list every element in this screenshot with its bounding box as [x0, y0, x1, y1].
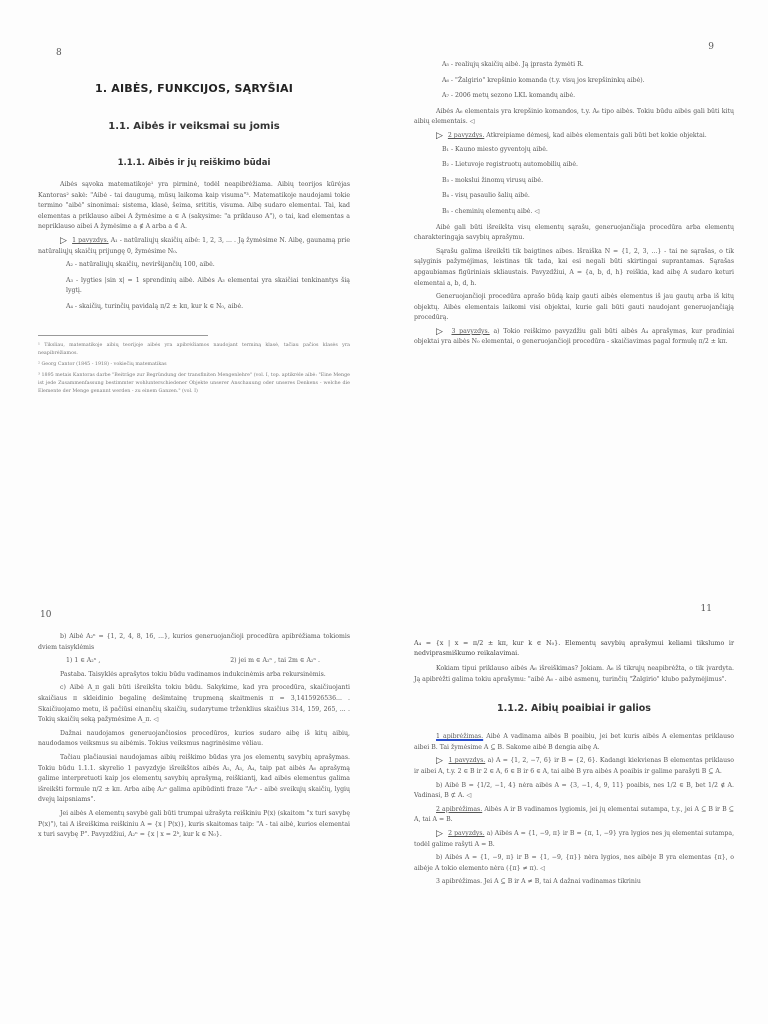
page-9	[384, 0, 768, 512]
paragraph: Sąrašu galima išreikšti tik baigtines aibes. Išraiška N = {1, 2, 3, ...} - tai ne sąrašas, o tik sąlyginis pažymėjimas, leistinas tik tada, kai esi negali būti skirtingai suprantamas. Sąrašas apgaubiamas figūriniais skliaustais. Pavyzdžiui, A = {a, b, d, h} reiškia, kad aibę A sudaro keturi elementai a, b, d, h.	[414, 247, 734, 287]
paragraph: Aibė gali būti išreikšta visų elementų sąrašu, generuojančiąja procedūra arba elementų charakteringąja savybių aprašymu.	[414, 223, 734, 242]
paragraph: A₄ = {x | x = π/2 ± kπ, kur k ∈ N₀}. Elementų savybių aprašymui keliami tikslumo ir nedviprasmiškumo reikalavimai.	[414, 639, 734, 657]
section-title: 1.1. Aibės ir veiksmai su jomis	[108, 121, 280, 132]
paragraph: c) Aibė A_π gali būti išreikšta tokiu būdu. Sakykime, kad yra procedūra, skaičiuojanti skaičiaus π skleidinio begalinę dešimtainę trupmeną skaitmenis π = 3,1415926536... . Skaičiuojamo metu, iš pačiūsi einančių skaičių, sudarytume trženklius skaičius 314, 159, 265, ... . Tokių skaičių seką pažymėsime A_π. ◁	[38, 684, 350, 724]
triangle-right-icon: ▷	[436, 130, 443, 141]
footnote-divider	[38, 335, 208, 336]
page-number: 9	[708, 42, 714, 52]
example-label: 3 pavyzdys.	[451, 327, 490, 335]
paragraph: Kokiam tipui priklauso aibės A₆ išreiškimas? Jokiam. A₆ iš tikrųjų neapibrėžta, o tik įvardyta. Ją apibrėžti galima tokiu aprašymu: "aibė A₆ - aibė asmenų, turinčių "Žalgirio" klubo pažymėjimus".	[414, 665, 734, 683]
list-item: A₄ - skaičių, turinčių pavidalą π/2 ± kπ, kur k ∈ N₀, aibė.	[66, 302, 244, 310]
list-item: A₆ - "Žalgirio" krepšinio komanda (t.y. visų jos krepšininkų aibė).	[442, 76, 645, 84]
definition-label: 1 apibrėžimas.	[436, 733, 484, 741]
example-text: A₁ - natūraliųjų skaičių aibė: 1, 2, 3, ... . Ją žymėsime N. Aibę, gaunamą prie natūraliųjų skaičių prijungę 0, žymėsime N₀.	[38, 236, 351, 255]
paragraph: b) Aibė A₂ⁿ = {1, 2, 4, 8, 16, ...}, kurios generuojančioji procedūra apibrėžiama tokiomis dviem taisyklėmis	[38, 633, 350, 651]
paragraph: Aibės A₆ elementais yra krepšinio komandos, t.y. A₆ tipo aibės. Tokiu būdu aibės gali būti kitų aibių elementais. ◁	[414, 107, 734, 126]
page-number: 8	[56, 48, 62, 58]
list-item: B₄ - visų pasaulio šalių aibė.	[442, 192, 530, 200]
example-text: a) Tokio reiškimo pavyzdžiu gali būti aibės A₄ aprašymas, kur pradiniai objektai yra aibės N₀ elementai, o generuojančioji procedūra - skaičiavimas pagal formulę π/2 ± kπ.	[414, 327, 735, 346]
footnote: ¹ Tiksliau, matematikoje aibių teorijoje aibės yra apibrėžiamos naudojant terminą klasė, tačiau pačios klasės yra neapibrėžiamos.	[38, 342, 350, 356]
page-10	[0, 512, 384, 1024]
example	[414, 756, 734, 777]
example	[414, 327, 734, 348]
definition: 3 apibrėžimas. Jei A ⊆ B ir A ≠ B, tai A dažnai vadinamas tikriniu	[436, 878, 641, 886]
example-label: 2 pavyzdys.	[447, 131, 485, 139]
subsection-title: 1.1.2. Aibių poaibiai ir galios	[497, 703, 651, 715]
definition	[414, 732, 734, 753]
page-8	[0, 0, 384, 512]
example-label: 2 pavyzdys.	[448, 829, 485, 837]
triangle-right-icon: ▷	[436, 756, 444, 767]
list-item: B₅ - cheminių elementų aibė. ◁	[442, 207, 540, 215]
page-11	[384, 512, 768, 1024]
paragraph: Jei aibės A elementų savybė gali būti trumpai užrašyta reiškiniu P(x) (skaitom "x turi savybę P(x)"), tai A išreiškima reiškiniu A = {x | P(x)}, kuris skaitomas taip: "A - tai aibė, kurios elementai x turi savybę P". Pavyzdžiui, A₂ⁿ = {x | x = 2ᵏ, kur k ∈ N₀}.	[38, 809, 350, 839]
paragraph: b) Aibė B = {1/2, −1, 4} nėra aibės A = {3, −1, 4, 9, 11} poaibis, nes 1/2 ∈ B, bet 1/2 ∉ A. Vadinasi, B ⊄ A. ◁	[414, 781, 734, 800]
example	[414, 829, 734, 850]
example-text: a) A = {1, 2, −7, 6} ir B = {2, 6}. Kadangi kiekvienas B elementas priklauso ir aibei A, t.y. 2 ∈ B ir 2 ∈ A, 6 ∈ B ir 6 ∈ A, tai aibė B yra aibės A poaibis ir galime parašyti B ⊆ A.	[414, 757, 734, 775]
list-item: A₅ - realiųjų skaičių aibė. Ją įprasta žymėti R.	[442, 61, 584, 68]
paragraph: Dažnai naudojamos generuojančiosios procedūros, kurios sudaro aibę iš kitų aibių, naudodamos veiksmus su aibėmis. Tokius veiksmus nagrinėsime vėliau.	[38, 729, 350, 748]
footnote: ³ 1895 metais Kantoras darbe "Beiträge zur Begründung der transfiniten Mengenlehre" (vol. I, top. aptikrėle aibė: "Eine Menge ist jede Zusammenfassung bestimmter wohlunterschiedener Objekte unserer Anschauung oder unseres Denkens - welche die Elemente der Menge genannt werden - zu einem Ganzen." (vol. I)	[38, 372, 350, 394]
list-item: B₂ - Lietuvoje registruotų automobilių aibė.	[442, 161, 578, 169]
definition-label: 2 apibrėžimas.	[436, 805, 483, 813]
footnote: ² Georg Cantor (1845 - 1918) - vokiečių matematikas	[38, 361, 167, 367]
example-text: a) Aibės A = {1, −9, π} ir B = {π, 1, −9} yra lygios nes jų elementai sutampa, todėl galime rašyti A = B.	[414, 829, 735, 848]
rules-row	[38, 656, 350, 667]
paragraph: Generuojančioji procedūra aprašo būdą kaip gauti aibės elementus iš jau gautų arba iš kitų objektų. Aibės elementais laikomi visi objektai, kurie gali būti gauti naudojant generuojančiąją procedūrą.	[414, 293, 734, 322]
chapter-title: 1. AIBĖS, FUNKCIJOS, SĄRYŠIAI	[94, 82, 293, 95]
list-item: B₁ - Kauno miesto gyventojų aibė.	[442, 145, 548, 153]
example-label: 1 pavyzdys.	[448, 757, 486, 765]
triangle-right-icon: ▷	[60, 235, 68, 246]
subsection-title: 1.1.1. Aibės ir jų reiškimo būdai	[117, 158, 271, 168]
paragraph: Aibės sąvoka matematikoje¹ yra pirminė, todėl neapibrėžiama. Aibių teorijos kūrėjas Kantoras² sakė: "Aibė - tai daugumą, mūsų laikoma kaip visuma"³. Matematikoje naudojami tokie termino "aibė" sinonimai: sistema, klasė, šeima, srititis, visuma. Aibę sudaro elementai. Tai, kad elementas a priklauso aibei A žymėsime a ∈ A (sakysime: "a priklauso A"), o tai, kad elementas a nepriklauso aibei A žymėsime a ∉ A arba a ∈̄ A.	[38, 181, 350, 231]
triangle-right-icon: ▷	[436, 326, 445, 337]
list-item: A₃ - lygties |sin x| = 1 sprendinių aibė. Aibės A₃ elementai yra skaičiai tenkinantys šią lygtį.	[66, 276, 350, 295]
paragraph: Pastaba. Taisyklės aprašytos tokiu būdu vadinamos indukcinėmis arba rekursinėmis.	[60, 670, 326, 678]
example-text: Atkreipiame dėmesį, kad aibės elementais gali būti bet kokie objektai.	[486, 131, 707, 139]
paragraph: b) Aibės A = {1, −9, π} ir B = {1, −9, {π}} nėra lygios, nes aibėje B yra elementas {π}, o aibėje A tokio elemento nėra ({π} ≠ π). ◁	[414, 854, 734, 872]
triangle-right-icon: ▷	[436, 828, 444, 839]
definition-text: Aibės A ir B vadinamos lygiomis, jei jų elementai sutampa, t.y., jei A ⊆ B ir B ⊆ A, tai A = B.	[414, 805, 734, 824]
list-item: A₂ - natūraliųjų skaičių, neviršijančių 100, aibė.	[66, 261, 215, 269]
page-number: 10	[40, 610, 52, 620]
rule-2: 2) jei m ∈ A₂ⁿ , tai 2m ∈ A₂ⁿ .	[230, 657, 320, 665]
rule-1: 1) 1 ∈ A₂ⁿ ,	[66, 657, 101, 665]
definition-text: Aibė A vadinama aibės B poaibiu, jei bet kuris aibės A elementas priklauso aibei B. Tai žymėsime A ⊆ B. Sakome aibė B dengia aibę A.	[414, 733, 734, 751]
page-number: 11	[700, 604, 712, 614]
list-item: A₇ - 2006 metų sezono LKL komandų aibė.	[442, 92, 576, 100]
example	[414, 131, 734, 142]
example-label: 1 pavyzdys.	[72, 236, 109, 244]
example	[38, 236, 350, 257]
paragraph: Tačiau plačiausiai naudojamas aibių reiškimo būdas yra jos elementų savybių aprašymas. Tokiu būdu 1.1.1. skyrelio 1 pavyzdyje išreikštos aibės A₂, A₃, A₄, taip pat aibės A₆ aprašymą galime interpretuoti kaip jos elementų savybių aprašymą, reiškiantį, kad aibės elementus galima išreikšti formule π/2 ± kπ. Arba aibę A₂ⁿ galima apibūdinti fraze "A₂ⁿ - aibė sveikųjų skaičių, lygių dvejų laipsniams".	[38, 753, 350, 804]
definition	[414, 805, 734, 826]
list-item: B₃ - mokslui žinomų virusų aibė.	[442, 176, 544, 184]
